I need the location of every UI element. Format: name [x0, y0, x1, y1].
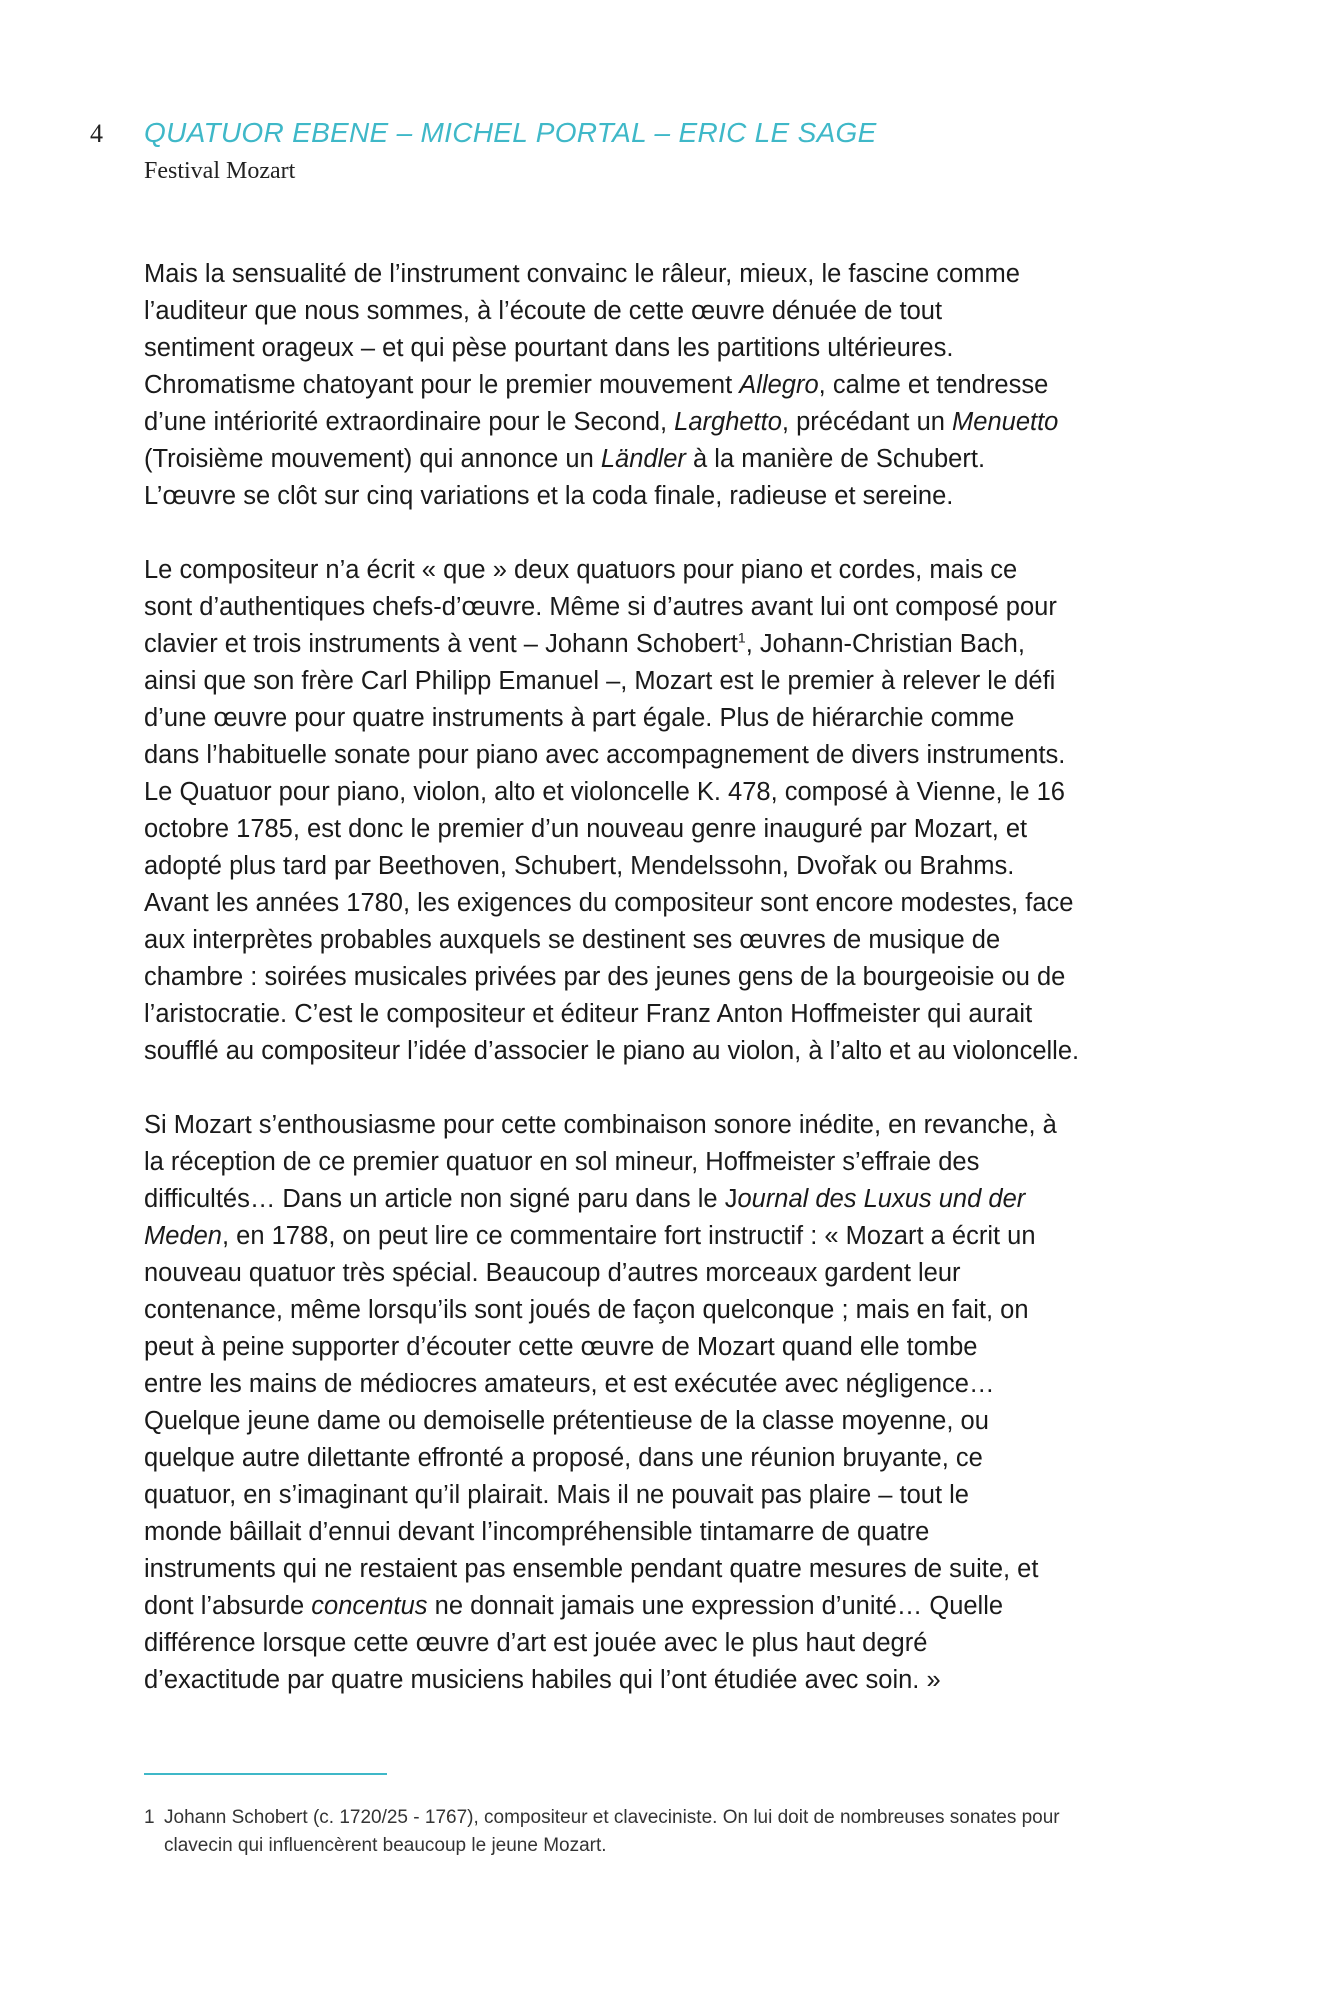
text-line [144, 404, 1204, 441]
text-line: peut à peine supporter d’écouter cette œuvre de Mozart quand elle tombe [144, 1333, 978, 1361]
text-line: contenance, même lorsqu’ils sont joués de façon quelconque ; mais en fait, on [144, 1296, 1029, 1324]
text-run: dont l’absurde [144, 1592, 312, 1620]
paragraph-1 [144, 256, 1204, 515]
text-run: , précédant un [781, 408, 953, 436]
running-subtitle: Festival Mozart [144, 158, 296, 184]
paragraph-3 [144, 1107, 1204, 1699]
italic-term: Menuetto [952, 408, 1059, 436]
text-line [144, 1218, 1204, 1255]
page-number: 4 [90, 119, 103, 148]
text-line: l’aristocratie. C’est le compositeur et éditeur Franz Anton Hoffmeister qui aurait [144, 1000, 1033, 1028]
text-line: instruments qui ne restaient pas ensemble pendant quatre mesures de suite, et [144, 1555, 1039, 1583]
text-line: dans l’habituelle sonate pour piano avec accompagnement de divers instruments. [144, 741, 1066, 769]
text-line: monde bâillait d’ennui devant l’incompréhensible tintamarre de quatre [144, 1518, 930, 1546]
text-run: , en 1788, on peut lire ce commentaire fort instructif : « Mozart a écrit un [221, 1222, 1036, 1250]
text-line: Avant les années 1780, les exigences du compositeur sont encore modestes, face [144, 889, 1074, 917]
paragraph-2 [144, 552, 1204, 1070]
text-line [144, 1588, 1204, 1625]
text-run: clavier et trois instruments à vent – Johann Schobert [144, 630, 738, 658]
italic-term: Allegro [739, 371, 819, 399]
text-run: (Troisième mouvement) qui annonce un [144, 445, 601, 473]
text-line [144, 367, 1204, 404]
footnote-text [164, 1804, 1204, 1860]
text-line: Quelque jeune dame ou demoiselle prétentieuse de la classe moyenne, ou [144, 1407, 989, 1435]
italic-term: Ländler [600, 445, 686, 473]
text-line: Le compositeur n’a écrit « que » deux quatuors pour piano et cordes, mais ce [144, 556, 1018, 584]
text-line: nouveau quatuor très spécial. Beaucoup d’autres morceaux gardent leur [144, 1259, 961, 1287]
text-line: L’œuvre se clôt sur cinq variations et la coda finale, radieuse et sereine. [144, 482, 954, 510]
text-line: Si Mozart s’enthousiasme pour cette combinaison sonore inédite, en revanche, à [144, 1111, 1057, 1139]
text-line: entre les mains de médiocres amateurs, et est exécutée avec négligence… [144, 1370, 995, 1398]
text-line: sentiment orageux – et qui pèse pourtant dans les partitions ultérieures. [144, 334, 954, 362]
italic-term: Meden [144, 1222, 222, 1250]
text-run: d’une intériorité extraordinaire pour le Second, [144, 408, 675, 436]
footnote-reference[interactable]: 1 [737, 629, 746, 646]
text-run: difficultés… Dans un article non signé paru dans le J [144, 1185, 738, 1213]
italic-term: Larghetto [674, 408, 782, 436]
text-line: octobre 1785, est donc le premier d’un nouveau genre inauguré par Mozart, et [144, 815, 1028, 843]
footnote [144, 1804, 1204, 1860]
text-line: Le Quatuor pour piano, violon, alto et violoncelle K. 478, composé à Vienne, le 16 [144, 778, 1065, 806]
text-line: quelque autre dilettante effronté a proposé, dans une réunion bruyante, ce [144, 1444, 983, 1472]
text-line: sont d’authentiques chefs-d’œuvre. Même si d’autres avant lui ont composé pour [144, 593, 1057, 621]
text-line: différence lorsque cette œuvre d’art est jouée avec le plus haut degré [144, 1629, 928, 1657]
text-run: , calme et tendresse [818, 371, 1049, 399]
text-line: adopté plus tard par Beethoven, Schubert, Mendelssohn, Dvořak ou Brahms. [144, 852, 1015, 880]
text-line: aux interprètes probables auxquels se destinent ses œuvres de musique de [144, 926, 1001, 954]
text-line: ainsi que son frère Carl Philipp Emanuel –, Mozart est le premier à relever le défi [144, 667, 1056, 695]
text-line: l’auditeur que nous sommes, à l’écoute de cette œuvre dénuée de tout [144, 297, 943, 325]
text-line: d’exactitude par quatre musiciens habiles qui l’ont étudiée avec soin. » [144, 1666, 941, 1694]
text-line: Mais la sensualité de l’instrument convainc le râleur, mieux, le fascine comme [144, 260, 1020, 288]
running-title: QUATUOR EBENE – MICHEL PORTAL – ERIC LE SAGE [144, 117, 877, 148]
italic-term: ournal des Luxus und der [737, 1185, 1026, 1213]
footnote-line: clavecin qui influencèrent beaucoup le jeune Mozart. [164, 1835, 607, 1856]
text-run: à la manière de Schubert. [685, 445, 986, 473]
text-run: Chromatisme chatoyant pour le premier mouvement [144, 371, 740, 399]
footnote-line: Johann Schobert (c. 1720/25 - 1767), compositeur et claveciniste. On lui doit de nombreuses sonates pour [164, 1807, 1060, 1828]
text-run: , Johann-Christian Bach, [745, 630, 1025, 658]
text-run: ne donnait jamais une expression d’unité… Quelle [427, 1592, 1004, 1620]
text-line: chambre : soirées musicales privées par des jeunes gens de la bourgeoisie ou de [144, 963, 1066, 991]
text-line: quatuor, en s’imaginant qu’il plairait. Mais il ne pouvait pas plaire – tout le [144, 1481, 969, 1509]
text-line: d’une œuvre pour quatre instruments à part égale. Plus de hiérarchie comme [144, 704, 1015, 732]
text-line [144, 441, 1204, 478]
footnote-divider [144, 1773, 387, 1775]
italic-term: concentus [311, 1592, 428, 1620]
text-line: la réception de ce premier quatuor en sol mineur, Hoffmeister s’effraie des [144, 1148, 980, 1176]
text-line: soufflé au compositeur l’idée d’associer le piano au violon, à l’alto et au violoncelle. [144, 1037, 1080, 1065]
text-line [144, 626, 1204, 663]
footnote-number: 1 [144, 1807, 155, 1828]
text-line [144, 1181, 1204, 1218]
body-text [144, 256, 1204, 1736]
